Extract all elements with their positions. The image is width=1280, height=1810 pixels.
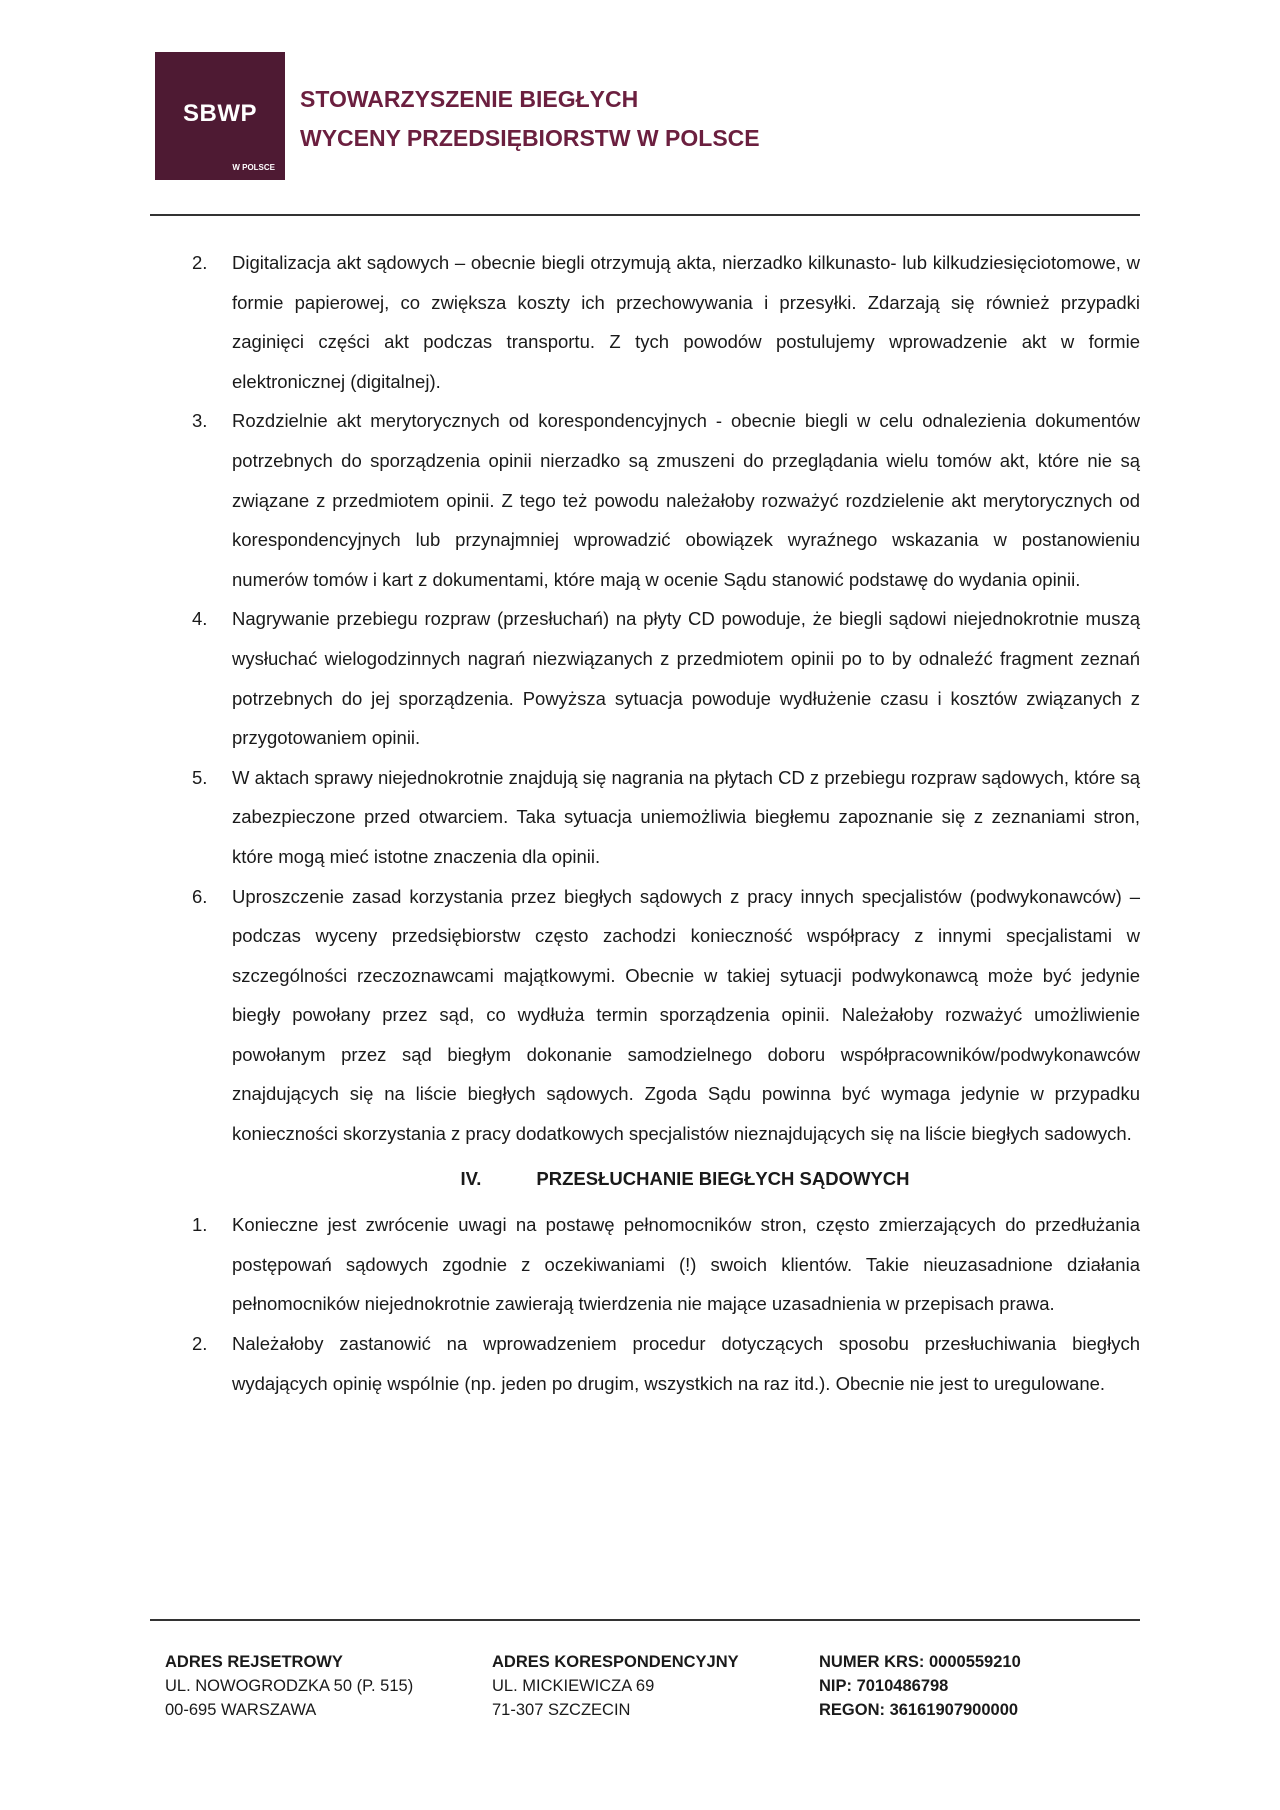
section-number: IV.	[460, 1167, 482, 1189]
list-item-number: 5.	[192, 766, 208, 788]
list-item-text: Należałoby zastanowić na wprowadzeniem procedur dotyczących sposobu przesłuchiwania biegłych wydających opinię wspólnie (np. jeden po drugim, wszystkich na raz itd.). Obecnie nie jest to uregulowane.	[232, 1333, 1140, 1394]
footer-address-line: UL. NOWOGRODZKA 50 (P. 515)	[165, 1677, 414, 1695]
header-divider	[150, 214, 1140, 216]
list-item-text: Konieczne jest zwrócenie uwagi na postawę pełnomocników stron, często zmierzających do przedłużania postępowań sądowych zgodnie z oczekiwaniami (!) swoich klientów. Takie nieuzasadnione działania pełnomocników niejednokrotnie zawierają twierdzenia nie mające uzasadnienia w przepisach prawa.	[232, 1214, 1140, 1315]
regon-number: REGON: 36161907900000	[819, 1701, 1019, 1719]
footer-col-title: ADRES REJSETROWY	[165, 1653, 343, 1671]
list-item	[150, 1205, 1140, 1324]
logo-text: SBWP	[183, 100, 257, 127]
list-item-text: W aktach sprawy niejednokrotnie znajdują się nagrania na płytach CD z przebiegu rozpraw sądowych, które są zabezpieczone przed otwarciem. Taka sytuacja uniemożliwia biegłemu zapoznanie się z zeznaniami stron, które mogą mieć istotne znaczenia dla opinii.	[232, 766, 1140, 867]
list-item	[150, 758, 1140, 877]
logo-subtext: W POLSCE	[232, 163, 275, 172]
footer-divider	[150, 1619, 1140, 1621]
footer-address-line: UL. MICKIEWICZA 69	[492, 1677, 655, 1695]
logo	[155, 52, 285, 180]
list-item	[150, 599, 1140, 757]
section-title: PRZESŁUCHANIE BIEGŁYCH SĄDOWYCH	[536, 1167, 910, 1189]
organization-name-line1: STOWARZYSZENIE BIEGŁYCH	[300, 86, 639, 112]
footer-address-line: 71-307 SZCZECIN	[492, 1701, 631, 1719]
list-item-text: Nagrywanie przebiegu rozpraw (przesłuchań) na płyty CD powoduje, że biegli sądowi niejednokrotnie muszą wysłuchać wielogodzinnych nagrań niezwiązanych z przedmiotem opinii po to by odnaleźć fragment zeznań potrzebnych do jej sporządzenia. Powyższa sytuacja powoduje wydłużenie czasu i kosztów związanych z przygotowaniem opinii.	[232, 608, 1140, 749]
footer-col-title: ADRES KORESPONDENCYJNY	[492, 1653, 739, 1671]
document-body	[150, 243, 1140, 1403]
krs-number: NUMER KRS: 0000559210	[819, 1653, 1021, 1671]
footer-address-line: 00-695 WARSZAWA	[165, 1701, 317, 1719]
organization-name-line2: WYCENY PRZEDSIĘBIORSTW W POLSCE	[300, 125, 760, 151]
footer-registered-address	[165, 1650, 475, 1722]
list-item	[150, 243, 1140, 401]
list-item-number: 1.	[192, 1214, 208, 1236]
list-item-text: Digitalizacja akt sądowych – obecnie biegli otrzymują akta, nierzadko kilkunasto- lub kilkudziesięciotomowe, w formie papierowej, co zwiększa koszty ich przechowywania i przesyłki. Zdarzają się również przypadki zaginięci części akt podczas transportu. Z tych powodów postulujemy wprowadzenie akt w formie elektronicznej (digitalnej).	[232, 252, 1140, 392]
nip-number: NIP: 7010486798	[819, 1677, 949, 1695]
list-item-text: Uproszczenie zasad korzystania przez biegłych sądowych z pracy innych specjalistów (podwykonawców) –podczas wyceny przedsiębiorstw często zachodzi konieczność współpracy z innymi specjalistami w szczególności rzeczoznawcami majątkowymi. Obecnie w takiej sytuacji podwykonawcą może być jedynie biegły powołany przez sąd, co wydłuża termin sporządzenia opinii. Należałoby rozważyć umożliwienie powołanym przez sąd biegłym dokonanie samodzielnego doboru współpracowników/podwykonawców znajdujących się na liście biegłych sądowych. Zgoda Sądu powinna być wymaga jedynie w przypadku konieczności skorzystania z pracy dodatkowych specjalistów nieznajdujących się na liście biegłych sadowych.	[232, 885, 1140, 1145]
list-item-number: 2.	[192, 252, 208, 273]
list-item-text: Rozdzielnie akt merytorycznych od korespondencyjnych - obecnie biegli w celu odnalezienia dokumentów potrzebnych do sporządzenia opinii nierzadko są zmuszeni do przeglądania wielu tomów akt, które nie są związane z przedmiotem opinii. Z tego też powodu należałoby rozważyć rozdzielenie akt merytorycznych od korespondencyjnych lub przynajmniej wprowadzić obowiązek wyraźnego wskazania w postanowieniu numerów tomów i kart z dokumentami, które mają w ocenie Sądu stanowić podstawę do wydania opinii.	[232, 410, 1140, 590]
list-item	[150, 877, 1140, 1154]
organization-name	[300, 80, 760, 158]
footer-correspondence-address	[492, 1650, 802, 1722]
footer-registration-numbers	[819, 1650, 1129, 1722]
list-item-number: 4.	[192, 608, 208, 630]
list-item	[150, 1324, 1140, 1403]
list-item-number: 3.	[192, 410, 208, 432]
list-item	[150, 401, 1140, 599]
list-item-number: 2.	[192, 1333, 208, 1355]
section-heading	[150, 1159, 1140, 1199]
list-item-number: 6.	[192, 885, 208, 907]
